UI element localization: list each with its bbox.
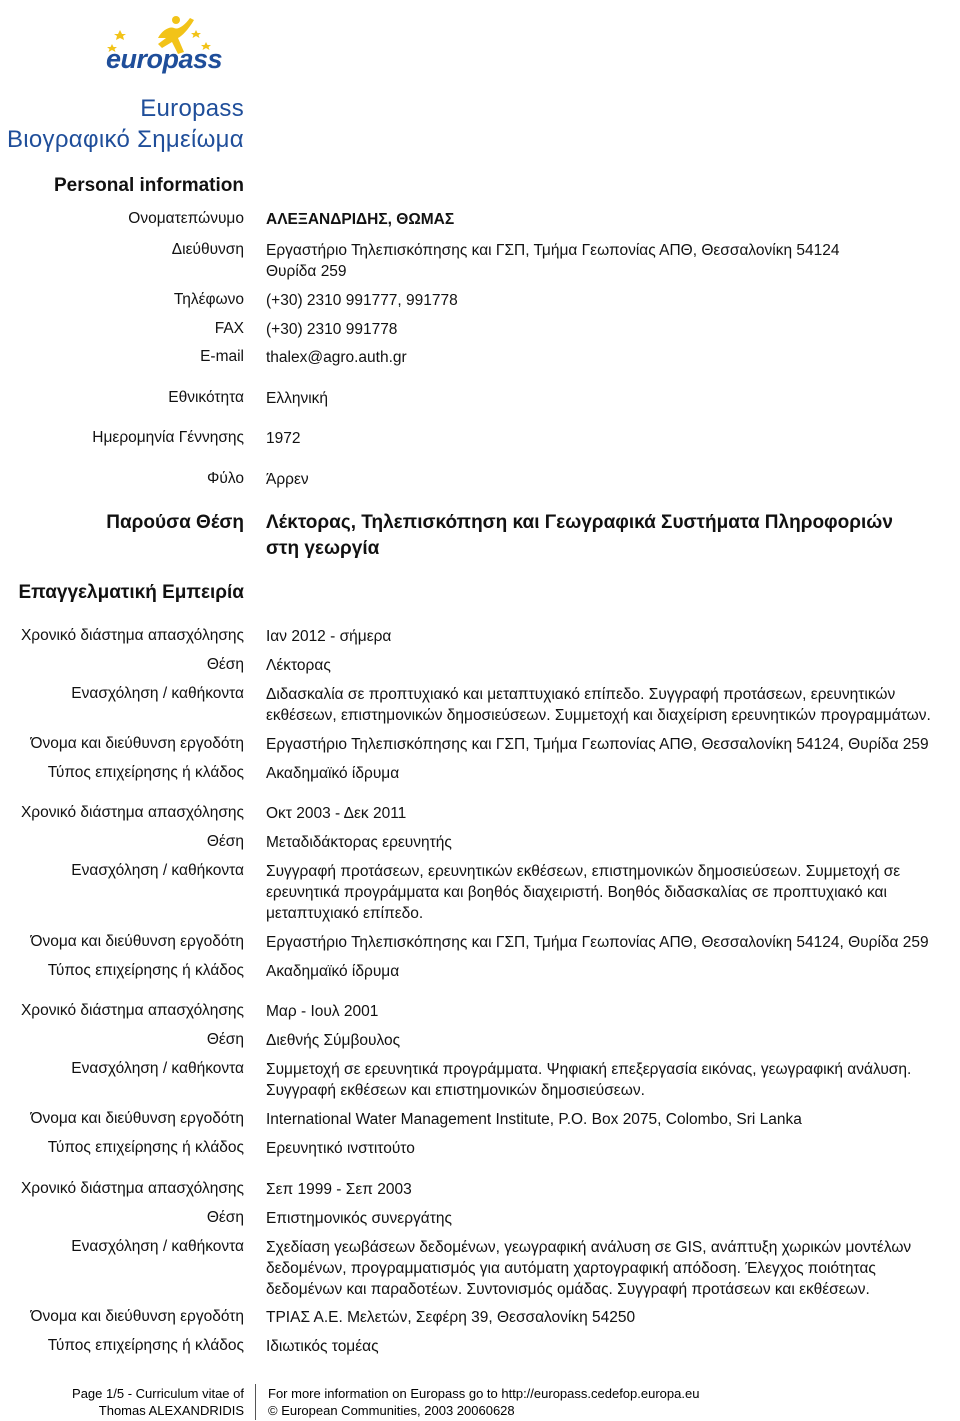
personal-info-heading: Personal information bbox=[53, 175, 244, 196]
nationality-label: Εθνικότητα bbox=[168, 389, 244, 406]
duties-label: Ενασχόληση / καθήκοντα bbox=[71, 862, 244, 879]
period-value: Ιαν 2012 - σήμερα bbox=[266, 628, 392, 645]
sector-label: Τύπος επιχείρησης ή κλάδος bbox=[47, 962, 244, 979]
cv-title-line2: Βιογραφικό Σημείωμα bbox=[6, 126, 244, 153]
position-value: Μεταδιδάκτορας ερευνητής bbox=[266, 834, 452, 851]
footer-info-link[interactable]: For more information on Europass go to http://europass.cedefop.europa.eu bbox=[268, 1386, 700, 1401]
duties-label: Ενασχόληση / καθήκοντα bbox=[71, 685, 244, 702]
current-position-value: Λέκτορας, Τηλεπισκόπηση και Γεωγραφικά Συστήματα Πληροφοριών στη γεωργία bbox=[266, 512, 893, 559]
sector-value: Ερευνητικό ινστιτούτο bbox=[266, 1140, 415, 1157]
europass-logo bbox=[100, 8, 240, 74]
position-label: Θέση bbox=[206, 1031, 244, 1048]
employer-label: Όνομα και διεύθυνση εργοδότη bbox=[30, 735, 244, 752]
period-label: Χρονικό διάστημα απασχόλησης bbox=[20, 1180, 244, 1197]
position-label: Θέση bbox=[206, 1209, 244, 1226]
fax-label: FAX bbox=[214, 320, 244, 337]
sector-value: Ακαδημαϊκό ίδρυμα bbox=[266, 963, 400, 980]
employer-value: Εργαστήριο Τηλεπισκόπησης και ΓΣΠ, Τμήμα Γεωπονίας ΑΠΘ, Θεσσαλονίκη 54124, Θυρίδα 259 bbox=[266, 934, 929, 951]
period-value: Οκτ 2003 - Δεκ 2011 bbox=[266, 805, 407, 822]
logo-wordmark: europass bbox=[106, 44, 223, 74]
period-label: Χρονικό διάστημα απασχόλησης bbox=[20, 627, 244, 644]
duties-label: Ενασχόληση / καθήκοντα bbox=[71, 1238, 244, 1255]
position-value: Επιστημονικός συνεργάτης bbox=[266, 1210, 452, 1227]
footer-cv-owner: Thomas ALEXANDRIDIS bbox=[98, 1403, 244, 1418]
position-label: Θέση bbox=[206, 833, 244, 850]
duties-label: Ενασχόληση / καθήκοντα bbox=[71, 1060, 244, 1077]
nationality-value: Ελληνική bbox=[266, 390, 329, 407]
sector-label: Τύπος επιχείρησης ή κλάδος bbox=[47, 1139, 244, 1156]
address-label: Διεύθυνση bbox=[171, 241, 244, 258]
phone-label: Τηλέφωνο bbox=[173, 291, 244, 308]
period-value: Σεπ 1999 - Σεπ 2003 bbox=[266, 1181, 412, 1198]
cv-title-line1: Europass bbox=[140, 95, 244, 122]
employer-label: Όνομα και διεύθυνση εργοδότη bbox=[30, 1308, 244, 1325]
address-value-line1: Εργαστήριο Τηλεπισκόπησης και ΓΣΠ, Τμήμα Γεωπονίας ΑΠΘ, Θεσσαλονίκη 54124 bbox=[266, 242, 840, 259]
employer-label: Όνομα και διεύθυνση εργοδότη bbox=[30, 1110, 244, 1127]
duties-value: Συγγραφή προτάσεων, ερευνητικών εκθέσεων, επιστημονικών δημοσιεύσεων. Συμμετοχή σε ερευνητικά προγράμματα και βοηθός διαχειριστή. Βοηθός διδασκαλίας σε προπτυχιακό και μεταπτυχιακό επίπεδο. bbox=[266, 863, 901, 922]
email-label: E-mail bbox=[200, 348, 244, 365]
period-label: Χρονικό διάστημα απασχόλησης bbox=[20, 804, 244, 821]
duties-value: Σχεδίαση γεωβάσεων δεδομένων, γεωγραφική ανάλυση σε GIS, ανάπτυξη χωρικών μοντέλων δεδομένων, προγραμματισμός για αυτόματη χαρτογραφική απόδοση. Έλεγχος ποιότητας δεδομένων και παραδοτέων. Συντονισμός ομάδας. Συγγραφή προτάσεων και εκθέσεων. bbox=[266, 1239, 912, 1298]
employer-value: ΤΡΙΑΣ Α.Ε. Μελετών, Σεφέρη 39, Θεσσαλονίκη 54250 bbox=[266, 1309, 636, 1326]
footer-copyright: © European Communities, 2003 20060628 bbox=[268, 1403, 515, 1418]
footer-page-info: Page 1/5 - Curriculum vitae of bbox=[72, 1386, 244, 1401]
sector-value: Ακαδημαϊκό ίδρυμα bbox=[266, 765, 400, 782]
name-value: ΑΛΕΞΑΝΔΡΙΔΗΣ, ΘΩΜΑΣ bbox=[266, 211, 455, 228]
employer-value: International Water Management Institute, P.O. Box 2075, Colombo, Sri Lanka bbox=[266, 1111, 802, 1128]
address-value-line2: Θυρίδα 259 bbox=[266, 263, 347, 280]
footer-divider bbox=[255, 1384, 256, 1420]
sector-label: Τύπος επιχείρησης ή κλάδος bbox=[47, 1337, 244, 1354]
dob-label: Ημερομηνία Γέννησης bbox=[92, 429, 244, 446]
phone-value: (+30) 2310 991777, 991778 bbox=[266, 292, 458, 309]
gender-value: Άρρεν bbox=[266, 471, 309, 488]
sector-value: Ιδιωτικός τομέας bbox=[266, 1338, 379, 1355]
employer-label: Όνομα και διεύθυνση εργοδότη bbox=[30, 933, 244, 950]
email-value[interactable]: thalex@agro.auth.gr bbox=[266, 349, 407, 366]
dob-value: 1972 bbox=[266, 430, 301, 447]
gender-label: Φύλο bbox=[207, 470, 244, 487]
experience-heading: Επαγγελματική Εμπειρία bbox=[18, 582, 244, 603]
sector-label: Τύπος επιχείρησης ή κλάδος bbox=[47, 764, 244, 781]
duties-value: Διδασκαλία σε προπτυχιακό και μεταπτυχιακό επίπεδο. Συγγραφή προτάσεων, ερευνητικών εκθέσεων, επιστημονικών δημοσιεύσεων. Συμμετοχή και διαχείριση ερευνητικών προγραμμάτων. bbox=[266, 686, 931, 724]
fax-value: (+30) 2310 991778 bbox=[266, 321, 398, 338]
period-label: Χρονικό διάστημα απασχόλησης bbox=[20, 1002, 244, 1019]
period-value: Μαρ - Ιουλ 2001 bbox=[266, 1003, 379, 1020]
employer-value: Εργαστήριο Τηλεπισκόπησης και ΓΣΠ, Τμήμα Γεωπονίας ΑΠΘ, Θεσσαλονίκη 54124, Θυρίδα 259 bbox=[266, 736, 929, 753]
current-position-label: Παρούσα Θέση bbox=[106, 512, 244, 533]
position-label: Θέση bbox=[206, 656, 244, 673]
position-value: Διεθνής Σύμβουλος bbox=[266, 1032, 401, 1049]
name-label: Ονοματεπώνυμο bbox=[128, 210, 244, 227]
duties-value: Συμμετοχή σε ερευνητικά προγράμματα. Ψηφιακή επεξεργασία εικόνας, γεωγραφική ανάλυση. Συγγραφή εκθέσεων και επιστημονικών δημοσιεύσεων. bbox=[266, 1061, 912, 1099]
position-value: Λέκτορας bbox=[266, 657, 331, 674]
